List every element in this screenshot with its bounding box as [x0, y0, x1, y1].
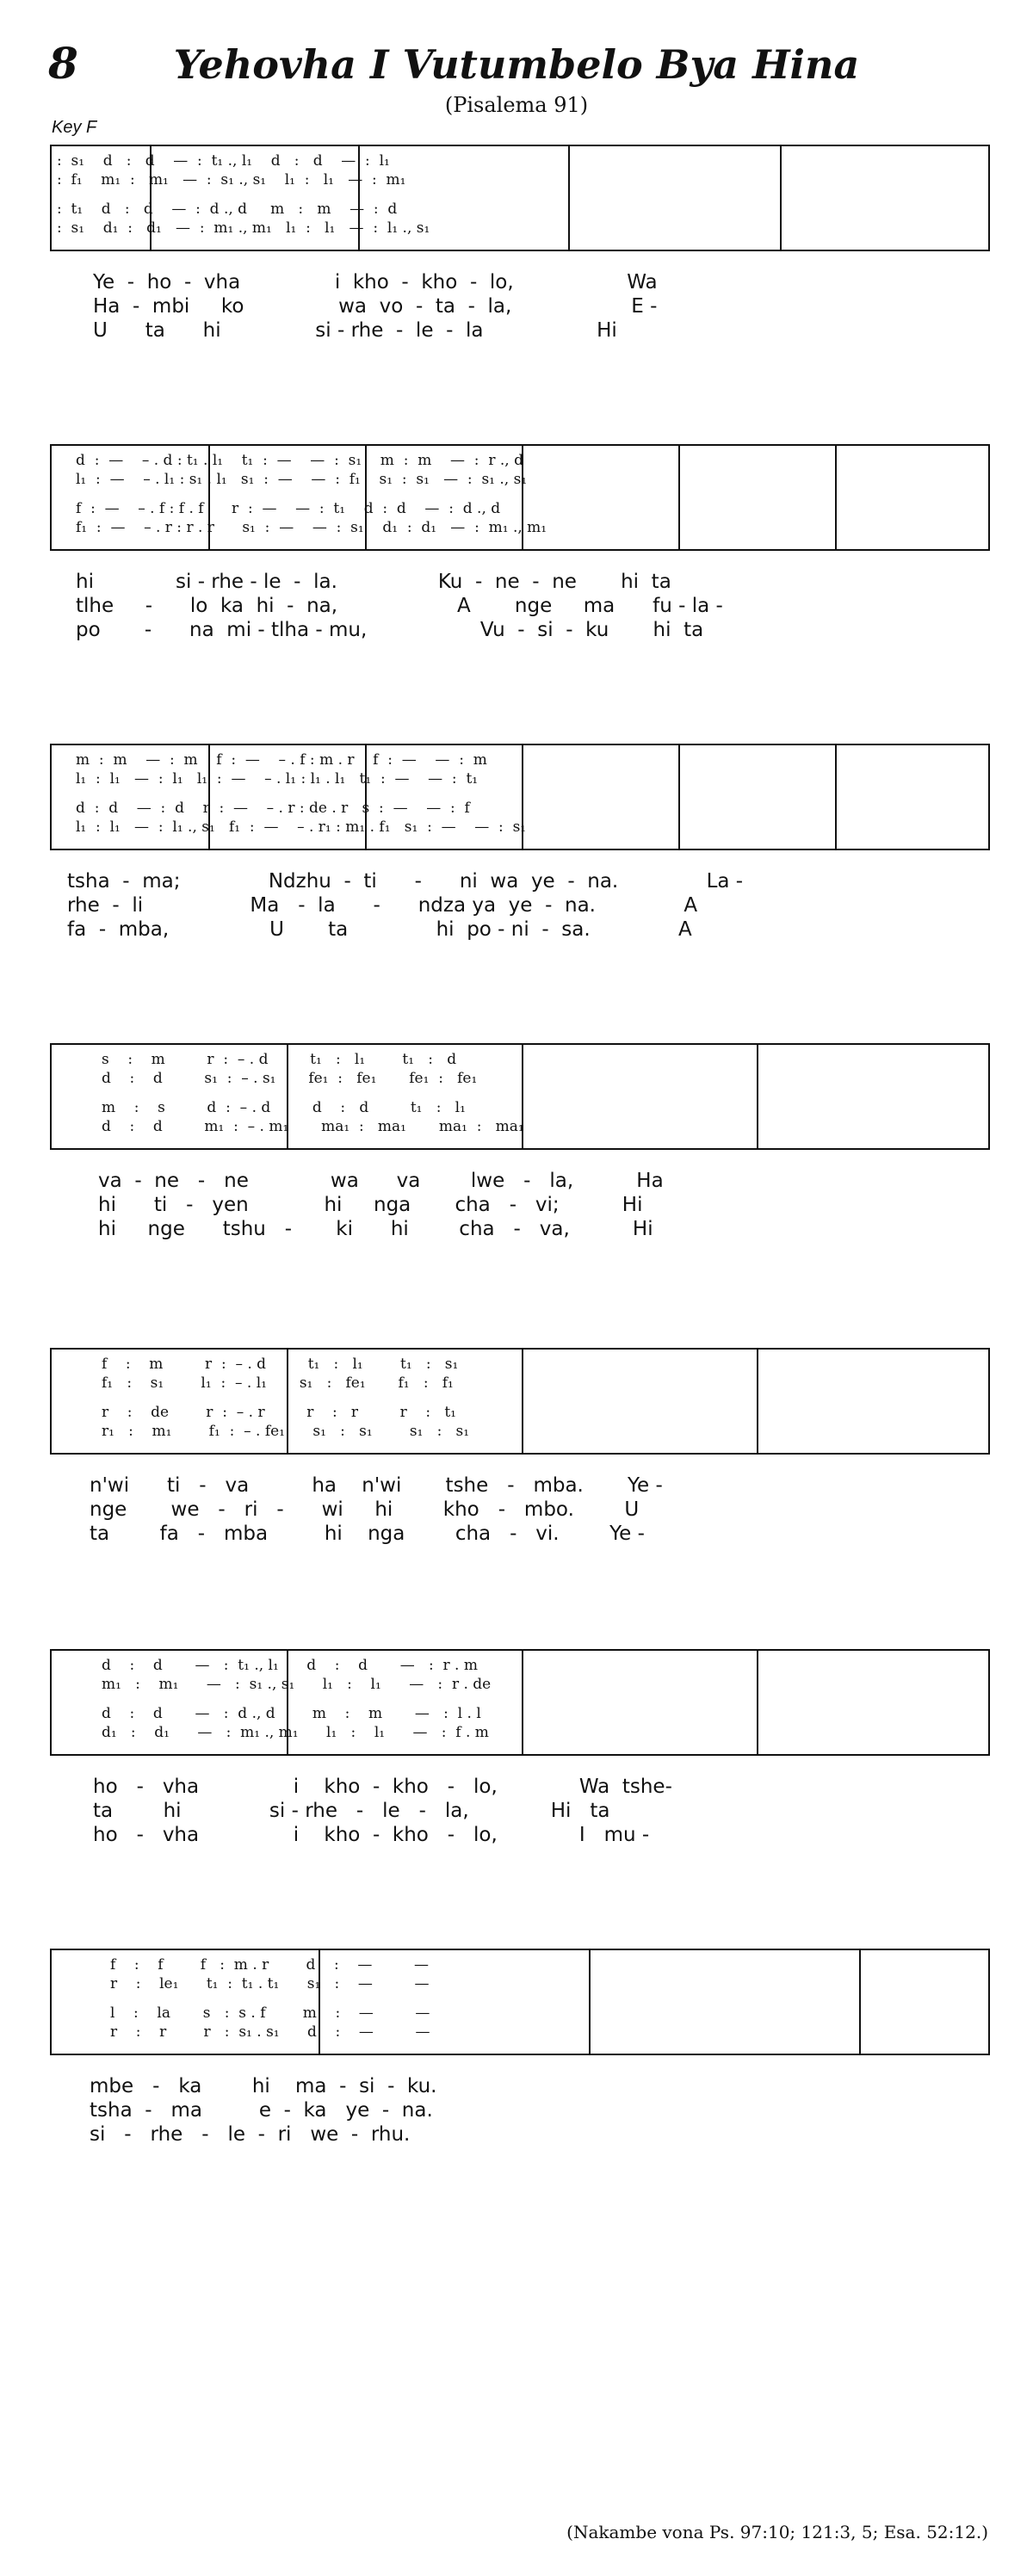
bass-notes: r : r r : s₁ . s₁ d : — —	[110, 2023, 430, 2041]
bass-notes: r₁ : m₁ f₁ : – . fe₁ s₁ : s₁ s₁ : s₁	[102, 1423, 470, 1440]
bass-notes: d : d m₁ : – . m₁ ma₁ : ma₁ ma₁ : ma₁	[102, 1118, 524, 1135]
bass-notes: : s₁ d₁ : d₁ — : m₁ ., m₁ l₁ : l₁ — : l₁ ., s₁	[57, 219, 430, 237]
bass-notes: l₁ : l₁ — : l₁ ., s₁ f₁ : — – . r₁ : m₁ . f₁ s₁ : — — : s₁	[76, 819, 527, 836]
lyrics-verse-2: nge we - ri - wi hi kho - mbo. U	[90, 1498, 640, 1521]
tenor-notes: d : d — : d ., d m : m — : l . l	[102, 1705, 481, 1722]
lyrics-verse-3: po - na mi - tlha - mu, Vu - si - ku hi ta	[76, 619, 704, 641]
alto-notes: : f₁ m₁ : m₁ — : s₁ ., s₁ l₁ : l₁ — : m₁	[57, 171, 406, 188]
alto-notes: d : d s₁ : – . s₁ fe₁ : fe₁ fe₁ : fe₁	[102, 1070, 478, 1087]
lyrics-verse-2: rhe - li Ma - la - ndza ya ye - na. A	[67, 894, 698, 917]
soprano-notes: d : d — : t₁ ., l₁ d : d — : r . m	[102, 1657, 478, 1674]
lyrics-verse-2: hi ti - yen hi nga cha - vi; Hi	[98, 1194, 643, 1216]
soprano-notes: s : m r : – . d t₁ : l₁ t₁ : d	[102, 1051, 457, 1068]
lyrics-verse-2: ta hi si - rhe - le - la, Hi ta	[93, 1800, 610, 1822]
lyrics-verse-3: si - rhe - le - ri we - rhu.	[90, 2123, 411, 2146]
bar-line	[678, 446, 680, 549]
soprano-notes: f : m r : – . d t₁ : l₁ t₁ : s₁	[102, 1356, 459, 1373]
page-number: 8	[48, 38, 78, 89]
lyrics-verse-2: Ha - mbi ko wa vo - ta - la, E -	[93, 295, 658, 318]
bar-line	[678, 745, 680, 849]
bass-notes: d₁ : d₁ — : m₁ ., m₁ l₁ : l₁ — : f . m	[102, 1724, 489, 1741]
bar-line	[780, 146, 782, 250]
lyrics-verse-2: tsha - ma e - ka ye - na.	[90, 2099, 433, 2122]
lyrics-verse-1: hi si - rhe - le - la. Ku - ne - ne hi ta	[76, 571, 671, 593]
lyrics-verse-3: ta fa - mba hi nga cha - vi. Ye -	[90, 1523, 645, 1545]
alto-notes: m₁ : m₁ — : s₁ ., s₁ l₁ : l₁ — : r . de	[102, 1676, 492, 1693]
lyrics-verse-1: mbe - ka hi ma - si - ku.	[90, 2075, 437, 2097]
footnote: (Nakambe vona Ps. 97:10; 121:3, 5; Esa. 52:12.)	[566, 2522, 988, 2542]
soprano-notes: f : f f : m . r d : — —	[110, 1956, 429, 1974]
lyrics-verse-3: U ta hi si - rhe - le - la Hi	[93, 319, 617, 342]
tenor-notes: : t₁ d : d — : d ., d m : m — : d	[57, 201, 398, 218]
alto-notes: l₁ : — – . l₁ : s₁ . l₁ s₁ : — — : f₁ s₁ : s₁ — : s₁ ., s₁	[76, 471, 528, 488]
lyrics-verse-3: fa - mba, U ta hi po - ni - sa. A	[67, 918, 692, 941]
tenor-notes: d : d — : d r : — – . r : de . r s : — — : f	[76, 800, 470, 817]
bar-line	[522, 1350, 523, 1453]
bar-line	[568, 146, 570, 250]
lyrics-verse-1: ho - vha i kho - kho - lo, Wa tshe-	[93, 1776, 672, 1798]
bar-line	[757, 1350, 758, 1453]
bar-line	[835, 446, 837, 549]
tenor-notes: l : la s : s . f m : — —	[110, 2005, 430, 2022]
song-title: Yehovha I Vutumbelo Bya Hina	[173, 41, 860, 88]
bar-line	[859, 1950, 861, 2054]
song-subtitle: (Pisalema 91)	[444, 93, 589, 117]
bar-line	[522, 1651, 523, 1754]
bar-line	[589, 1950, 591, 2054]
lyrics-verse-1: tsha - ma; Ndzhu - ti - ni wa ye - na. La -	[67, 870, 744, 893]
bar-line	[757, 1651, 758, 1754]
tenor-notes: r : de r : – . r r : r r : t₁	[102, 1404, 456, 1421]
bass-notes: f₁ : — – . r : r . r s₁ : — — : s₁ d₁ : d₁ — : m₁ ., m₁	[76, 519, 547, 536]
soprano-notes: m : m — : m f : — – . f : m . r f : — — : m	[76, 751, 487, 769]
alto-notes: l₁ : l₁ — : l₁ l₁ : — – . l₁ : l₁ . l₁ t₁ : — — : t₁	[76, 770, 479, 788]
alto-notes: r : le₁ t₁ : t₁ . t₁ s₁ : — —	[110, 1975, 430, 1992]
lyrics-verse-2: tlhe - lo ka hi - na, A nge ma fu - la -	[76, 595, 723, 617]
soprano-notes: d : — – . d : t₁ . l₁ t₁ : — — : s₁ m : m — : r ., d	[76, 452, 523, 469]
soprano-notes: : s₁ d : d — : t₁ ., l₁ d : d — : l₁	[57, 152, 390, 170]
bar-line	[757, 1045, 758, 1148]
lyrics-verse-3: ho - vha i kho - kho - lo, I mu -	[93, 1824, 650, 1846]
lyrics-verse-1: va - ne - ne wa va lwe - la, Ha	[98, 1170, 664, 1192]
key-signature: Key F	[52, 118, 97, 137]
lyrics-verse-1: Ye - ho - vha i kho - kho - lo, Wa	[93, 271, 658, 293]
lyrics-verse-3: hi nge tshu - ki hi cha - va, Hi	[98, 1218, 653, 1240]
tenor-notes: f : — – . f : f . f r : — — : t₁ d : d — : d ., d	[76, 500, 501, 517]
tenor-notes: m : s d : – . d d : d t₁ : l₁	[102, 1099, 466, 1116]
bar-line	[835, 745, 837, 849]
lyrics-verse-1: n'wi ti - va ha n'wi tshe - mba. Ye -	[90, 1474, 663, 1497]
alto-notes: f₁ : s₁ l₁ : – . l₁ s₁ : fe₁ f₁ : f₁	[102, 1374, 454, 1392]
